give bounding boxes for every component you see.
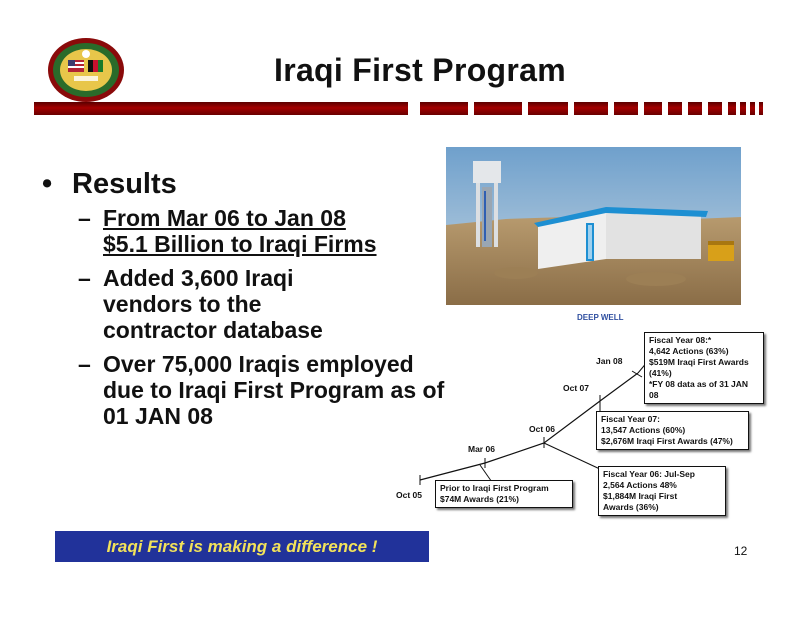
dash-marker: – xyxy=(78,265,91,291)
command-seal-logo xyxy=(46,36,126,104)
bullet-main xyxy=(40,168,460,201)
slide-title: Iraqi First Program xyxy=(274,52,566,88)
box-fiscal-year-06: Fiscal Year 06: Jul-Sep 2,564 Actions 48% $1,884M Iraqi First Awards (36%) xyxy=(598,466,726,516)
sub-bullet-2-text: Added 3,600 Iraqi vendors to the contractor database xyxy=(103,265,323,343)
label-jan08: Jan 08 xyxy=(596,356,623,366)
bullet-main-text: Results xyxy=(72,168,177,200)
bullet-dot: • xyxy=(42,168,53,200)
sub-bullet-3-text: Over 75,000 Iraqis employed due to Iraqi First Program as of 01 JAN 08 xyxy=(103,351,445,429)
label-oct05: Oct 05 xyxy=(396,490,422,500)
connector-fy06 xyxy=(544,443,602,470)
deep-well-photo xyxy=(446,147,741,305)
label-oct07: Oct 07 xyxy=(563,383,589,393)
sub-bullet-1-line1: From Mar 06 to Jan 08 xyxy=(103,205,346,231)
photo-caption: DEEP WELL xyxy=(577,313,624,322)
box-fiscal-year-08: Fiscal Year 08:* 4,642 Actions (63%) $519M Iraqi First Awards (41%) *FY 08 data as of 31 JAN 08 xyxy=(644,332,764,404)
box-fiscal-year-07: Fiscal Year 07: 13,547 Actions (60%) $2,676M Iraqi First Awards (47%) xyxy=(596,411,749,450)
title-rule-bar xyxy=(34,102,408,115)
sub-bullet-1-line2: $5.1 Billion to Iraqi Firms xyxy=(103,231,377,257)
sub-bullet-2 xyxy=(40,265,373,343)
sub-bullet-1 xyxy=(40,205,460,257)
timeline-diagram xyxy=(380,325,780,525)
box-prior-to-program: Prior to Iraqi First Program $74M Awards (21%) xyxy=(435,480,573,508)
dash-marker: – xyxy=(78,351,91,377)
label-mar06: Mar 06 xyxy=(468,444,495,454)
label-oct06: Oct 06 xyxy=(529,424,555,434)
dash-marker: – xyxy=(78,205,91,231)
tagline-banner: Iraqi First is making a difference ! xyxy=(55,531,429,562)
page-number: 12 xyxy=(734,544,748,558)
